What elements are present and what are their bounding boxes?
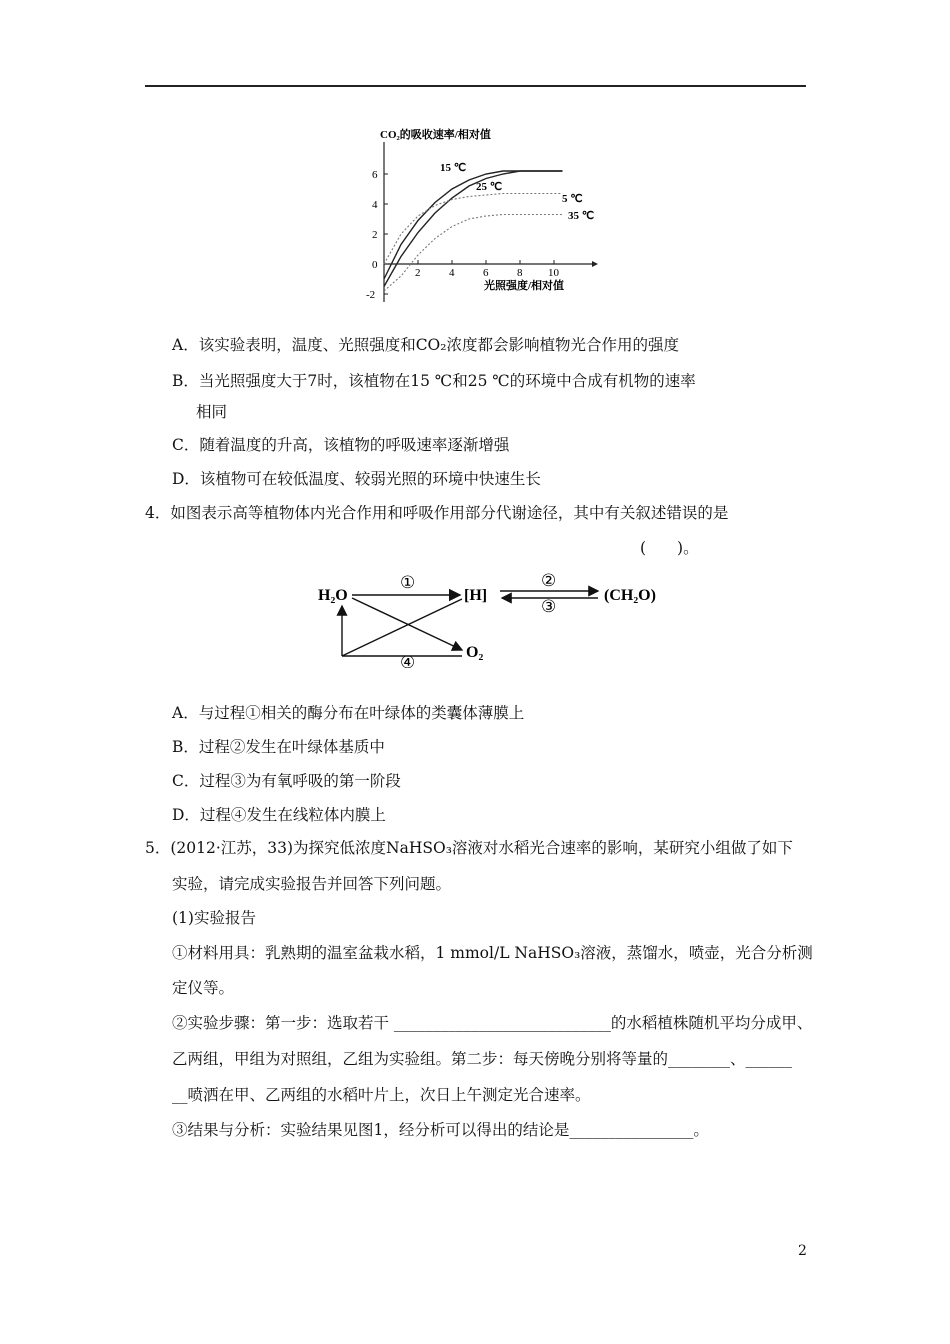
q5-materials: ①材料用具：乳熟期的温室盆栽水稻，1 mmol/L NaHSO₃溶液，蒸馏水，喷壶，光合分析测: [172, 944, 813, 962]
x-tick-label: 4: [449, 267, 455, 279]
chart-x-axis-label: 光照强度/相对值: [484, 280, 565, 292]
line-h-to-cross: [342, 599, 462, 656]
metabolic-pathway-diagram: [312, 568, 672, 668]
q5-stem-cont: 实验，请完成实验报告并回答下列问题。: [172, 875, 452, 893]
q5-part-1-title: (1)实验报告: [172, 909, 256, 927]
q3-option-c: C．随着温度的升高，该植物的呼吸速率逐渐增强: [172, 436, 510, 454]
q4-option-a: A．与过程①相关的酶分布在叶绿体的类囊体薄膜上: [172, 704, 525, 722]
series-label-3: 35 ℃: [568, 210, 595, 222]
co2-absorption-chart: [360, 122, 620, 318]
page-number: 2: [798, 1243, 807, 1259]
q4-option-c: C．过程③为有氧呼吸的第一阶段: [172, 772, 401, 790]
series-label-1: 25 ℃: [476, 181, 503, 193]
series-label-2: 5 ℃: [562, 193, 583, 205]
h2o-label: H₂O: [318, 587, 348, 604]
q5-results: ③结果与分析：实验结果见图1，经分析可以得出的结论是________________。: [172, 1121, 709, 1139]
header-rule: [145, 85, 806, 87]
x-tick-label: 6: [483, 267, 489, 279]
chart-y-axis-label: CO₂的吸收速率/相对值: [380, 129, 491, 141]
q3-option-a: A．该实验表明，温度、光照强度和CO₂浓度都会影响植物光合作用的强度: [172, 336, 679, 354]
arrow-h2o-to-o2: [352, 598, 462, 650]
series-label-0: 15 ℃: [440, 162, 467, 174]
h-label: [H]: [464, 587, 488, 604]
series-line-1: [384, 171, 563, 287]
y-tick-label: -2: [366, 289, 376, 301]
q4-stem: 4．如图表示高等植物体内光合作用和呼吸作用部分代谢途径，其中有关叙述错误的是: [145, 504, 729, 522]
x-tick-label: 2: [415, 267, 421, 279]
q3-option-d: D．该植物可在较低温度、较弱光照的环境中快速生长: [172, 470, 541, 488]
step-1-label: ①: [400, 573, 416, 592]
x-tick-label: 10: [548, 267, 559, 279]
step-3-label: ③: [541, 597, 557, 616]
o2-label: O₂: [466, 644, 484, 661]
q5-steps-cont: 乙两组，甲组为对照组，乙组为实验组。第二步：每天傍晚分别将等量的________、______: [172, 1050, 793, 1068]
q4-option-d: D．过程④发生在线粒体内膜上: [172, 806, 386, 824]
q4-option-b: B．过程②发生在叶绿体基质中: [172, 738, 385, 756]
q4-answer-blank: ( )。: [640, 539, 699, 557]
x-axis-arrow: [592, 261, 598, 267]
q5-steps: ②实验步骤：第一步：选取若干 ____________________________的水稻植株随机平均分成甲、: [172, 1014, 813, 1032]
y-tick-label: 2: [372, 229, 378, 241]
q3-option-b: B．当光照强度大于7时，该植物在15 ℃和25 ℃的环境中合成有机物的速率: [172, 372, 696, 390]
q5-materials-cont: 定仪等。: [172, 979, 235, 997]
q5-steps-cont-2: __喷洒在甲、乙两组的水稻叶片上，次日上午测定光合速率。: [172, 1086, 591, 1104]
series-line-0: [384, 171, 563, 279]
q5-stem: 5．(2012·江苏，33)为探究低浓度NaHSO₃溶液对水稻光合速率的影响，某研究小组做了如下: [145, 839, 793, 857]
step-4-label: ④: [400, 653, 416, 668]
x-tick-label: 0: [372, 259, 378, 271]
step-2-label: ②: [541, 571, 557, 590]
x-tick-label: 8: [517, 267, 523, 279]
y-tick-label: 6: [372, 169, 378, 181]
y-tick-label: 4: [372, 199, 378, 211]
q3-option-b-cont: 相同: [196, 403, 228, 421]
series-line-2: [384, 194, 563, 265]
ch2o-label: (CH₂O): [604, 587, 656, 604]
